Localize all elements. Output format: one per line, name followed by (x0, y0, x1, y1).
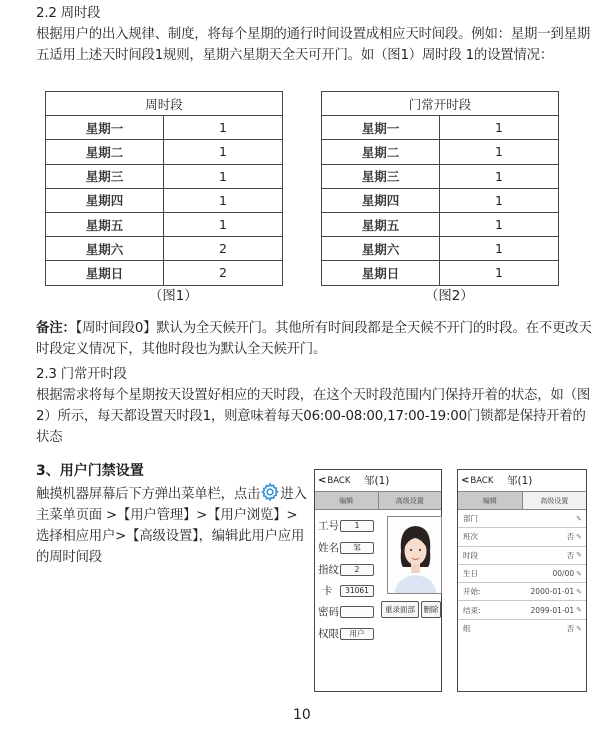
value-cell: 2 (164, 261, 283, 285)
table-row (46, 237, 283, 261)
table-row (322, 261, 559, 285)
row-label: 时段 (463, 550, 478, 560)
gear-icon (260, 482, 280, 502)
table-row (322, 212, 559, 236)
user-title: 邹(1) (364, 475, 390, 487)
day-cell: 星期五 (46, 212, 164, 236)
table-row (322, 140, 559, 164)
field-input[interactable]: 用户 (340, 628, 374, 640)
list-item-group[interactable] (458, 620, 586, 638)
field-label: 姓名 (318, 542, 339, 554)
table-row (322, 116, 559, 140)
field-label: 卡 (322, 585, 333, 597)
row-value: 2099-01-01 (530, 605, 575, 615)
user-edit-screen (314, 469, 442, 692)
normally-open-table (321, 91, 559, 286)
value-cell: 1 (164, 188, 283, 212)
note-label: 备注： (36, 321, 76, 336)
table-row (322, 188, 559, 212)
value-cell: 2 (164, 237, 283, 261)
field-input[interactable]: 1 (340, 520, 374, 532)
row-label: 组 (463, 624, 471, 634)
day-cell: 星期五 (322, 212, 440, 236)
section-2-3-body: 根据需求将每个星期按天设置好相应的天时段，在这个天时段范围内门保持开着的状态，如（图2）所示，每天都设置天时段1，则意味着每天06:00-08:00,17:00-19:00门锁都是保持开着的状态 (36, 388, 591, 445)
page-number: 10 (293, 707, 311, 723)
field-name (318, 540, 374, 555)
back-button[interactable] (318, 475, 360, 486)
value-cell: 1 (164, 164, 283, 188)
table-row (46, 212, 283, 236)
figure-2-caption: （图2） (425, 289, 474, 304)
row-label: 班次 (463, 532, 478, 542)
back-label: BACK (470, 475, 494, 486)
list-item-end-date[interactable] (458, 601, 586, 619)
value-cell: 1 (164, 116, 283, 140)
list-item-shift[interactable] (458, 528, 586, 546)
field-card (318, 583, 374, 598)
value-cell: 1 (440, 237, 559, 261)
pencil-icon[interactable]: ✎ (576, 569, 582, 578)
list-item-department[interactable] (458, 510, 586, 528)
row-value: 否 (566, 624, 575, 634)
week-timezone-table (45, 91, 283, 286)
day-cell: 星期四 (322, 188, 440, 212)
pencil-icon[interactable]: ✎ (576, 624, 582, 633)
section-3-text-after: 进入主菜单页面 >【用户管理】>【用户浏览】>选择相应用户>【高级设置】，编辑此用户应用的周时间段 (36, 487, 307, 565)
table-row (46, 188, 283, 212)
top-bar (458, 470, 586, 492)
value-cell: 1 (440, 188, 559, 212)
value-cell: 1 (440, 116, 559, 140)
field-fingerprint (318, 562, 374, 577)
section-3-text-before: 触摸机器屏幕后下方弹出菜单栏，点击 (36, 487, 261, 502)
field-input[interactable]: 邹 (340, 542, 374, 554)
value-cell: 1 (440, 261, 559, 285)
row-label: 结束: (463, 605, 481, 615)
value-cell: 1 (440, 140, 559, 164)
value-cell: 1 (164, 140, 283, 164)
section-2-2-heading: 2.2 周时段 (36, 6, 101, 21)
tab-edit[interactable]: 编辑 (458, 492, 522, 509)
field-input[interactable] (340, 606, 374, 618)
value-cell: 1 (440, 164, 559, 188)
row-label: 生日 (463, 569, 478, 579)
row-value: 否 (566, 532, 575, 542)
row-value: 00/00 (552, 569, 575, 579)
pencil-icon[interactable]: ✎ (576, 587, 582, 596)
top-bar (315, 470, 441, 492)
user-photo (387, 516, 442, 594)
table-row (46, 140, 283, 164)
field-label: 指纹 (318, 564, 339, 576)
table-row (46, 261, 283, 285)
field-input[interactable]: 2 (340, 564, 374, 576)
back-button[interactable] (461, 475, 503, 486)
field-label: 权限 (318, 628, 339, 640)
field-input[interactable]: 31061 (340, 585, 374, 597)
day-cell: 星期日 (46, 261, 164, 285)
day-cell: 星期二 (46, 140, 164, 164)
list-item-birthday[interactable] (458, 565, 586, 583)
pencil-icon[interactable]: ✎ (576, 551, 582, 560)
section-3-heading: 3、用户门禁设置 (36, 463, 144, 479)
field-password (318, 604, 374, 619)
day-cell: 星期四 (46, 188, 164, 212)
note-text: 【周时间段0】默认为全天候开门。其他所有时间段都是全天候不开门的时段。在不更改天时段定义情况下，其他时段也为默认全天候开门。 (36, 321, 592, 357)
table-row (46, 164, 283, 188)
day-cell: 星期六 (322, 237, 440, 261)
table-row (46, 116, 283, 140)
field-privilege (318, 626, 374, 641)
reenroll-face-button[interactable]: 重录面部 (381, 601, 419, 618)
day-cell: 星期六 (46, 237, 164, 261)
note-paragraph (36, 318, 596, 360)
section-2-2-body: 根据用户的出入规律、制度，将每个星期的通行时间设置成相应天时间段。例如：星期一到星期五适用上述天时间段1规则，星期六星期天全天可开门。如（图1）周时段 1的设置情况： (36, 27, 591, 63)
list-item-start-date[interactable] (458, 583, 586, 601)
user-title: 邹(1) (507, 475, 533, 487)
value-cell: 1 (164, 212, 283, 236)
section-2-3-heading: 2.3 门常开时段 (36, 367, 127, 382)
table-header: 周时段 (46, 92, 283, 116)
field-employee-id (318, 518, 374, 533)
row-value: 2000-01-01 (530, 587, 575, 597)
table-row (322, 164, 559, 188)
day-cell: 星期二 (322, 140, 440, 164)
tab-advanced-settings[interactable]: 高级设置 (522, 492, 587, 509)
row-label: 开始: (463, 587, 481, 597)
figure-1-caption: （图1） (149, 289, 198, 304)
tab-bar (458, 492, 586, 510)
value-cell: 1 (440, 212, 559, 236)
pencil-icon[interactable]: ✎ (576, 532, 582, 541)
day-cell: 星期一 (46, 116, 164, 140)
day-cell: 星期一 (322, 116, 440, 140)
section-3-body (36, 482, 308, 568)
row-label: 部门 (463, 514, 478, 524)
day-cell: 星期三 (322, 164, 440, 188)
list-item-timezone[interactable] (458, 547, 586, 565)
day-cell: 星期三 (46, 164, 164, 188)
chevron-left-icon: < (318, 475, 327, 486)
back-label: BACK (327, 475, 351, 486)
table-row (322, 237, 559, 261)
chevron-left-icon: < (461, 475, 470, 486)
row-value: 否 (566, 550, 575, 560)
delete-button[interactable]: 删除 (421, 601, 441, 618)
day-cell: 星期日 (322, 261, 440, 285)
tab-advanced-settings[interactable]: 高级设置 (378, 492, 442, 509)
field-label: 工号 (318, 520, 339, 532)
tab-edit[interactable]: 编辑 (315, 492, 378, 509)
field-label: 密码 (318, 606, 339, 618)
table-header: 门常开时段 (322, 92, 559, 116)
user-advanced-screen (457, 469, 587, 692)
pencil-icon[interactable]: ✎ (576, 606, 582, 615)
tab-bar (315, 492, 441, 510)
pencil-icon[interactable]: ✎ (576, 514, 582, 523)
